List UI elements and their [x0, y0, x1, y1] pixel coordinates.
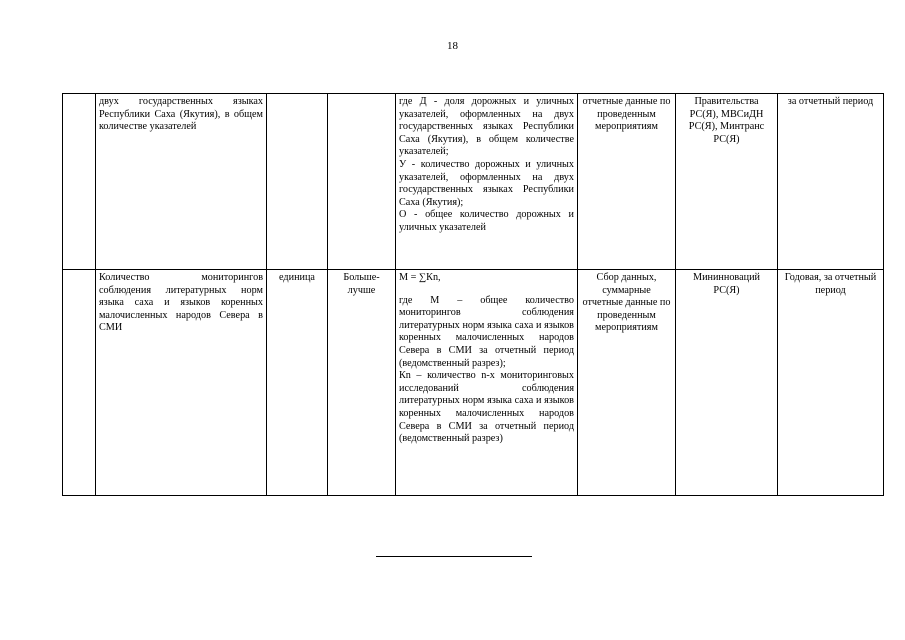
- period-cell: Годовая, за отчетный период: [778, 270, 884, 496]
- unit-cell: единица: [267, 270, 328, 496]
- method-cell: [396, 270, 578, 496]
- indicator-cell: двух государственных языках Республики Саха (Якутия), в общем количестве указателей: [96, 94, 267, 270]
- row-number-cell: [63, 270, 96, 496]
- source-cell: Сбор данных, суммарные отчетные данные по проведенным мероприятиям: [578, 270, 676, 496]
- method-line: О - общее количество дорожных и уличных указателей: [399, 209, 574, 233]
- indicator-cell: Количество мониторингов соблюдения литературных норм языка саха и языков коренных малочисленных народов Севера в СМИ: [96, 270, 267, 496]
- direction-cell: [328, 94, 396, 270]
- table-row: [63, 94, 884, 270]
- table-row: [63, 270, 884, 496]
- source-cell: отчетные данные по проведенным мероприятиям: [578, 94, 676, 270]
- responsible-cell: Правительства РС(Я), МВСиДН РС(Я), Минтранс РС(Я): [676, 94, 778, 270]
- footnote-separator: [376, 556, 532, 557]
- method-cell: [396, 94, 578, 270]
- responsible-cell: Мининноваций РС(Я): [676, 270, 778, 496]
- page-number: 18: [447, 40, 458, 52]
- method-line: где М – общее количество мониторингов соблюдения литературных норм языка саха и языков коренных малочисленных народов Севера в СМИ за отчетный период (ведомственный разрез);: [399, 294, 574, 369]
- direction-cell: Больше-лучше: [328, 270, 396, 496]
- method-line: У - количество дорожных и уличных указателей, оформленных на двух государственных языках Республики Саха (Якутия);: [399, 158, 574, 208]
- indicators-table: [62, 93, 884, 496]
- row-number-cell: [63, 94, 96, 270]
- method-line: Кn – количество n-х мониторинговых исследований соблюдения литературных норм языка саха и языков коренных малочисленных народов Севера в СМИ за отчетный период (ведомственный разрез): [399, 370, 574, 445]
- formula: М = ∑Кn,: [399, 272, 441, 283]
- period-cell: за отчетный период: [778, 94, 884, 270]
- method-line: где Д - доля дорожных и уличных указателей, оформленных на двух государственных языках Республики Саха (Якутия), в общем количестве указателей;: [399, 96, 574, 158]
- unit-cell: [267, 94, 328, 270]
